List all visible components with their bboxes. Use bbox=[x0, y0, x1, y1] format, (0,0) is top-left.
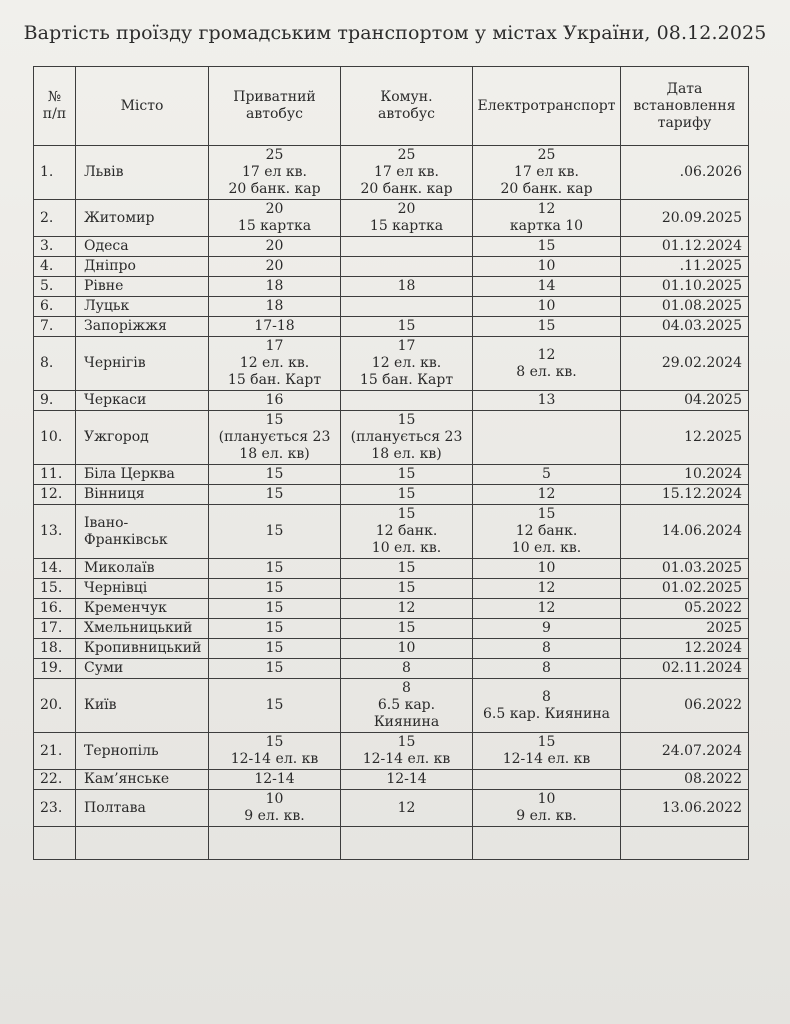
row-number: 21. bbox=[34, 733, 76, 770]
table-row bbox=[34, 505, 749, 559]
communal-bus-fare: 17 12 ел. кв. 15 бан. Карт bbox=[341, 337, 473, 391]
table-row bbox=[34, 659, 749, 679]
communal-bus-fare: 18 bbox=[341, 277, 473, 297]
empty-cell bbox=[621, 827, 749, 860]
private-bus-fare: 15 bbox=[209, 619, 341, 639]
communal-bus-fare bbox=[341, 257, 473, 277]
tariff-date: 01.02.2025 bbox=[621, 579, 749, 599]
row-number: 18. bbox=[34, 639, 76, 659]
tariff-date: .11.2025 bbox=[621, 257, 749, 277]
table-row bbox=[34, 579, 749, 599]
electric-transport-fare: 5 bbox=[473, 465, 621, 485]
communal-bus-fare: 12 bbox=[341, 790, 473, 827]
table-row bbox=[34, 559, 749, 579]
table-row bbox=[34, 146, 749, 200]
row-number: 17. bbox=[34, 619, 76, 639]
row-number: 16. bbox=[34, 599, 76, 619]
header-city: Місто bbox=[76, 67, 209, 146]
row-number: 14. bbox=[34, 559, 76, 579]
empty-cell bbox=[209, 827, 341, 860]
communal-bus-fare: 8 6.5 кар. Киянина bbox=[341, 679, 473, 733]
row-number: 19. bbox=[34, 659, 76, 679]
communal-bus-fare: 15 bbox=[341, 619, 473, 639]
private-bus-fare: 15 bbox=[209, 599, 341, 619]
private-bus-fare: 15 bbox=[209, 559, 341, 579]
tariff-date: 01.10.2025 bbox=[621, 277, 749, 297]
row-number: 22. bbox=[34, 770, 76, 790]
electric-transport-fare: 12 bbox=[473, 599, 621, 619]
tariff-date: 06.2022 bbox=[621, 679, 749, 733]
city-name: Чернівці bbox=[76, 579, 209, 599]
private-bus-fare: 20 15 картка bbox=[209, 200, 341, 237]
tariff-date: 29.02.2024 bbox=[621, 337, 749, 391]
tariff-date: 04.03.2025 bbox=[621, 317, 749, 337]
communal-bus-fare: 15 12 банк. 10 ел. кв. bbox=[341, 505, 473, 559]
private-bus-fare: 18 bbox=[209, 297, 341, 317]
city-name: Чернігів bbox=[76, 337, 209, 391]
tariff-date: 2025 bbox=[621, 619, 749, 639]
row-number: 1. bbox=[34, 146, 76, 200]
table-row bbox=[34, 391, 749, 411]
tariff-date: 12.2024 bbox=[621, 639, 749, 659]
table-row bbox=[34, 639, 749, 659]
row-number: 12. bbox=[34, 485, 76, 505]
tariff-date: 15.12.2024 bbox=[621, 485, 749, 505]
table-row bbox=[34, 619, 749, 639]
private-bus-fare: 16 bbox=[209, 391, 341, 411]
header-tariff-date: Дата встановлення тарифу bbox=[621, 67, 749, 146]
communal-bus-fare bbox=[341, 237, 473, 257]
communal-bus-fare: 15 bbox=[341, 317, 473, 337]
table-row bbox=[34, 277, 749, 297]
electric-transport-fare: 8 bbox=[473, 639, 621, 659]
row-number: 23. bbox=[34, 790, 76, 827]
electric-transport-fare: 10 bbox=[473, 559, 621, 579]
header-num: № п/п bbox=[34, 67, 76, 146]
table-row bbox=[34, 317, 749, 337]
city-name: Хмельницький bbox=[76, 619, 209, 639]
row-number: 9. bbox=[34, 391, 76, 411]
communal-bus-fare: 15 bbox=[341, 485, 473, 505]
electric-transport-fare: 12 bbox=[473, 579, 621, 599]
table-row bbox=[34, 257, 749, 277]
private-bus-fare: 15 bbox=[209, 505, 341, 559]
city-name: Львів bbox=[76, 146, 209, 200]
electric-transport-fare: 9 bbox=[473, 619, 621, 639]
city-name: Миколаїв bbox=[76, 559, 209, 579]
table-row bbox=[34, 297, 749, 317]
tariff-date: 24.07.2024 bbox=[621, 733, 749, 770]
row-number: 20. bbox=[34, 679, 76, 733]
row-number: 6. bbox=[34, 297, 76, 317]
city-name: Вінниця bbox=[76, 485, 209, 505]
row-number: 8. bbox=[34, 337, 76, 391]
communal-bus-fare: 15 bbox=[341, 559, 473, 579]
row-number: 4. bbox=[34, 257, 76, 277]
tariff-date: 01.03.2025 bbox=[621, 559, 749, 579]
tariff-date: .06.2026 bbox=[621, 146, 749, 200]
electric-transport-fare: 8 bbox=[473, 659, 621, 679]
city-name: Луцьк bbox=[76, 297, 209, 317]
private-bus-fare: 25 17 ел кв. 20 банк. кар bbox=[209, 146, 341, 200]
city-name: Полтава bbox=[76, 790, 209, 827]
communal-bus-fare: 15 bbox=[341, 465, 473, 485]
electric-transport-fare: 13 bbox=[473, 391, 621, 411]
header-communal-bus: Комун. автобус bbox=[341, 67, 473, 146]
tariff-date: 20.09.2025 bbox=[621, 200, 749, 237]
document-title: Вартість проїзду громадським транспортом у містах України, 08.12.2025 bbox=[23, 22, 767, 44]
electric-transport-fare: 12 картка 10 bbox=[473, 200, 621, 237]
private-bus-fare: 15 bbox=[209, 465, 341, 485]
private-bus-fare: 15 bbox=[209, 659, 341, 679]
tariff-date: 01.12.2024 bbox=[621, 237, 749, 257]
empty-cell bbox=[473, 827, 621, 860]
tariff-date: 02.11.2024 bbox=[621, 659, 749, 679]
tariff-date: 12.2025 bbox=[621, 411, 749, 465]
header-electric-transport: Електротранспорт bbox=[473, 67, 621, 146]
row-number: 5. bbox=[34, 277, 76, 297]
table-row bbox=[34, 770, 749, 790]
city-name: Тернопіль bbox=[76, 733, 209, 770]
electric-transport-fare: 15 12-14 ел. кв bbox=[473, 733, 621, 770]
city-name: Кам’янське bbox=[76, 770, 209, 790]
tariff-date: 10.2024 bbox=[621, 465, 749, 485]
electric-transport-fare: 12 bbox=[473, 485, 621, 505]
table-header-row bbox=[34, 67, 749, 146]
electric-transport-fare: 15 bbox=[473, 317, 621, 337]
private-bus-fare: 15 bbox=[209, 579, 341, 599]
city-name: Івано- Франківськ bbox=[76, 505, 209, 559]
private-bus-fare: 20 bbox=[209, 257, 341, 277]
row-number: 13. bbox=[34, 505, 76, 559]
electric-transport-fare: 15 bbox=[473, 237, 621, 257]
row-number: 7. bbox=[34, 317, 76, 337]
electric-transport-fare: 10 bbox=[473, 257, 621, 277]
empty-cell bbox=[341, 827, 473, 860]
electric-transport-fare: 10 bbox=[473, 297, 621, 317]
electric-transport-fare: 8 6.5 кар. Киянина bbox=[473, 679, 621, 733]
electric-transport-fare: 25 17 ел кв. 20 банк. кар bbox=[473, 146, 621, 200]
tariff-date: 01.08.2025 bbox=[621, 297, 749, 317]
city-name: Черкаси bbox=[76, 391, 209, 411]
electric-transport-fare: 15 12 банк. 10 ел. кв. bbox=[473, 505, 621, 559]
row-number: 2. bbox=[34, 200, 76, 237]
table-row bbox=[34, 200, 749, 237]
private-bus-fare: 15 12-14 ел. кв bbox=[209, 733, 341, 770]
table-row bbox=[34, 733, 749, 770]
table-row bbox=[34, 465, 749, 485]
communal-bus-fare bbox=[341, 391, 473, 411]
electric-transport-fare bbox=[473, 770, 621, 790]
communal-bus-fare: 12 bbox=[341, 599, 473, 619]
private-bus-fare: 15 bbox=[209, 485, 341, 505]
city-name: Суми bbox=[76, 659, 209, 679]
private-bus-fare: 17-18 bbox=[209, 317, 341, 337]
private-bus-fare: 20 bbox=[209, 237, 341, 257]
city-name: Житомир bbox=[76, 200, 209, 237]
electric-transport-fare bbox=[473, 411, 621, 465]
city-name: Дніпро bbox=[76, 257, 209, 277]
table-row bbox=[34, 337, 749, 391]
private-bus-fare: 10 9 ел. кв. bbox=[209, 790, 341, 827]
private-bus-fare: 12-14 bbox=[209, 770, 341, 790]
private-bus-fare: 18 bbox=[209, 277, 341, 297]
city-name: Рівне bbox=[76, 277, 209, 297]
communal-bus-fare bbox=[341, 297, 473, 317]
table-row bbox=[34, 411, 749, 465]
row-number: 15. bbox=[34, 579, 76, 599]
table-row bbox=[34, 679, 749, 733]
row-number: 3. bbox=[34, 237, 76, 257]
communal-bus-fare: 15 bbox=[341, 579, 473, 599]
header-private-bus: Приватний автобус bbox=[209, 67, 341, 146]
communal-bus-fare: 15 12-14 ел. кв bbox=[341, 733, 473, 770]
electric-transport-fare: 10 9 ел. кв. bbox=[473, 790, 621, 827]
city-name: Кропивницький bbox=[76, 639, 209, 659]
electric-transport-fare: 12 8 ел. кв. bbox=[473, 337, 621, 391]
city-name: Запоріжжя bbox=[76, 317, 209, 337]
private-bus-fare: 15 bbox=[209, 679, 341, 733]
tariff-date: 14.06.2024 bbox=[621, 505, 749, 559]
private-bus-fare: 17 12 ел. кв. 15 бан. Карт bbox=[209, 337, 341, 391]
tariff-date: 04.2025 bbox=[621, 391, 749, 411]
table-row bbox=[34, 599, 749, 619]
communal-bus-fare: 25 17 ел кв. 20 банк. кар bbox=[341, 146, 473, 200]
tariff-date: 08.2022 bbox=[621, 770, 749, 790]
table-row bbox=[34, 485, 749, 505]
city-name: Одеса bbox=[76, 237, 209, 257]
private-bus-fare: 15 bbox=[209, 639, 341, 659]
tariff-date: 05.2022 bbox=[621, 599, 749, 619]
communal-bus-fare: 10 bbox=[341, 639, 473, 659]
city-name: Ужгород bbox=[76, 411, 209, 465]
table-row bbox=[34, 237, 749, 257]
fare-table bbox=[33, 66, 749, 860]
city-name: Кременчук bbox=[76, 599, 209, 619]
table-row-cut-off bbox=[34, 827, 749, 860]
communal-bus-fare: 15 (планується 23 18 ел. кв) bbox=[341, 411, 473, 465]
empty-cell bbox=[34, 827, 76, 860]
city-name: Біла Церква bbox=[76, 465, 209, 485]
communal-bus-fare: 8 bbox=[341, 659, 473, 679]
empty-cell bbox=[76, 827, 209, 860]
private-bus-fare: 15 (планується 23 18 ел. кв) bbox=[209, 411, 341, 465]
row-number: 10. bbox=[34, 411, 76, 465]
tariff-date: 13.06.2022 bbox=[621, 790, 749, 827]
electric-transport-fare: 14 bbox=[473, 277, 621, 297]
communal-bus-fare: 20 15 картка bbox=[341, 200, 473, 237]
communal-bus-fare: 12-14 bbox=[341, 770, 473, 790]
city-name: Київ bbox=[76, 679, 209, 733]
row-number: 11. bbox=[34, 465, 76, 485]
table-row bbox=[34, 790, 749, 827]
